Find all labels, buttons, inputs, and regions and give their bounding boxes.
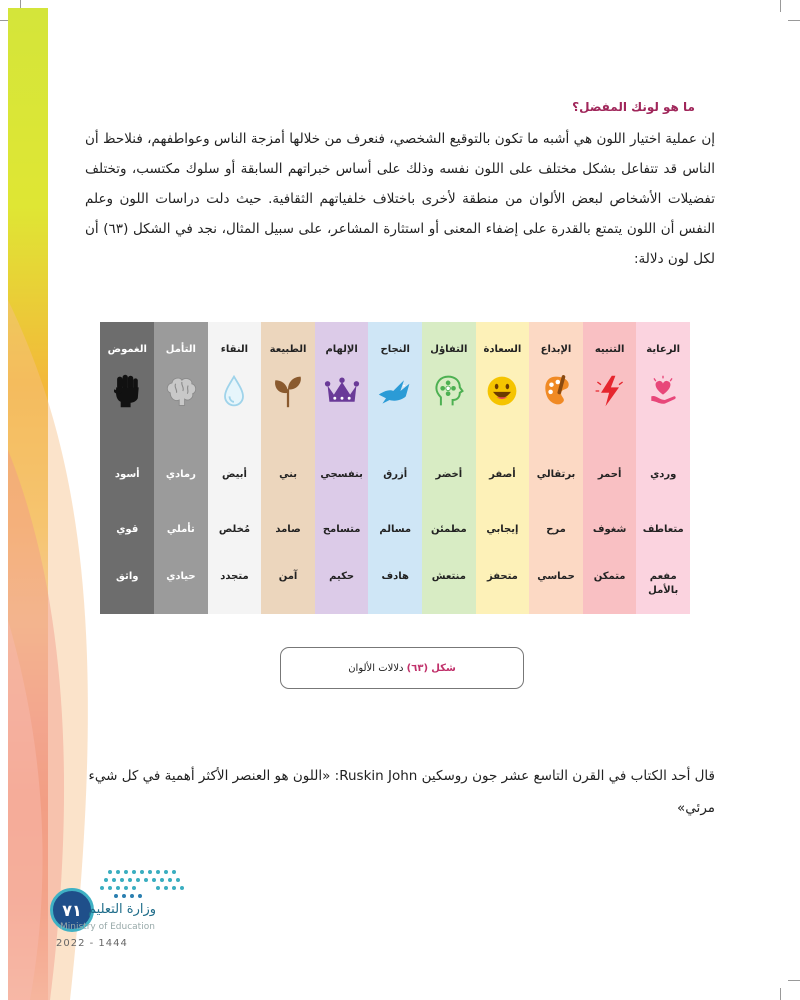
- color-name: بني: [279, 469, 298, 480]
- head-flower-icon: [429, 371, 469, 411]
- ministry-name-en: Ministry of Education: [60, 922, 155, 932]
- trait-word: قوي: [116, 524, 139, 535]
- trait-word: متعاطف: [642, 524, 684, 535]
- crop-mark: [788, 20, 800, 21]
- bird-icon: [375, 371, 415, 411]
- sprout-icon: [268, 371, 308, 411]
- trait-word: مفعم بالأمل: [648, 571, 679, 596]
- trait-word: منتعش: [431, 571, 466, 582]
- lightning-icon: [590, 371, 630, 411]
- caption-text: دلالات الألوان: [348, 662, 404, 674]
- column-title: التفاؤل: [430, 344, 468, 355]
- trait-word: آمن: [278, 571, 298, 582]
- caption-number: (٦٣): [406, 662, 429, 674]
- color-name: أبيض: [221, 469, 247, 480]
- color-column: [476, 322, 530, 614]
- smiley-icon: [482, 371, 522, 411]
- color-name: رمادي: [165, 469, 196, 480]
- trait-word: شغوف: [592, 524, 627, 535]
- color-column: [315, 322, 369, 614]
- trait-word: مسالم: [379, 524, 412, 535]
- heart-hand-icon: [643, 371, 683, 411]
- section-heading: ما هو لونك المفضل؟: [572, 100, 695, 114]
- color-column: [154, 322, 208, 614]
- crop-mark: [780, 0, 781, 12]
- trait-word: حكيم: [329, 571, 355, 582]
- column-title: الغموض: [107, 344, 147, 355]
- ministry-name: وزارة التعليم: [88, 902, 157, 917]
- color-column: [208, 322, 262, 614]
- trait-word: مرح: [546, 524, 566, 535]
- brain-icon: [161, 371, 201, 411]
- crop-mark: [788, 980, 800, 981]
- trait-word: متمكن: [593, 571, 626, 582]
- quote-paragraph: قال أحد الكتاب في القرن التاسع عشر جون روسكين Ruskin John: «اللون هو العنصر الأكثر أهمية في كل شيء مرئي»: [88, 768, 715, 816]
- color-name: أحمر: [597, 469, 622, 480]
- trait-word: متجدد: [220, 571, 249, 582]
- color-name: أسود: [114, 469, 140, 480]
- column-title: السعادة: [483, 344, 522, 355]
- column-title: الإبداع: [540, 344, 572, 355]
- color-meanings-table: [100, 322, 690, 614]
- trait-word: مُخلص: [218, 524, 251, 535]
- column-title: الرعاية: [646, 344, 681, 355]
- trait-word: هادف: [381, 571, 409, 582]
- crop-mark: [780, 988, 781, 1000]
- body-paragraph: إن عملية اختيار اللون هي أشبه ما تكون بالتوقيع الشخصي، فنعرف من خلالها أمزجة الناس وعواطفهم، فنلاحظ أن الناس قد تتفاعل بشكل مختلف على اللون نفسه وذلك على أساس خبراتهم السابقة أو سلوك مكتسب، وتختلف تفضيلات الأشخاص لبعض الألوان من منطقة لأخرى باختلاف خلفياتهم الثقافية. حيث دلت دراسات اللون وعلم النفس أن اللون يتمتع بالقدرة على إضفاء المعنى أو استثارة المشاعر، على سبيل المثال، نجد في الشكل (٦٣) أن لكل لون دلالة:: [85, 131, 715, 267]
- figure-caption: [280, 647, 524, 689]
- trait-word: مطمئن: [430, 524, 467, 535]
- color-column: [636, 322, 690, 614]
- color-name: وردي: [650, 469, 677, 480]
- color-column: [529, 322, 583, 614]
- color-column: [261, 322, 315, 614]
- column-title: التنبيه: [594, 344, 625, 355]
- trait-word: متسامح: [322, 524, 361, 535]
- column-title: النقاء: [220, 344, 249, 355]
- trait-word: حيادي: [166, 571, 196, 582]
- palette-icon: [536, 371, 576, 411]
- color-name: أخضر: [435, 469, 463, 480]
- trait-word: صامد: [275, 524, 301, 535]
- trait-word: واثق: [116, 571, 139, 582]
- color-name: أزرق: [383, 469, 408, 480]
- column-title: الإلهام: [325, 344, 358, 355]
- column-title: التأمل: [165, 344, 196, 355]
- color-column: [422, 322, 476, 614]
- color-name: بنفسجي: [320, 469, 363, 480]
- column-title: النجاح: [380, 344, 410, 355]
- column-title: الطبيعة: [269, 344, 307, 355]
- trait-word: تأملي: [166, 524, 195, 535]
- trait-word: إيجابي: [486, 524, 519, 535]
- year-label: 2022 - 1444: [56, 938, 128, 949]
- trait-word: حماسي: [537, 571, 575, 582]
- water-drop-icon: [214, 371, 254, 411]
- color-name: أصفر: [489, 469, 516, 480]
- caption-prefix: شكل: [431, 662, 456, 674]
- page-number-badge: ٧١: [50, 888, 94, 932]
- trait-word: متحفز: [486, 571, 518, 582]
- crown-icon: [322, 371, 362, 411]
- decorative-side-strip: [8, 8, 48, 1000]
- fist-icon: [107, 371, 147, 411]
- color-column: [583, 322, 637, 614]
- color-column: [368, 322, 422, 614]
- color-name: برتقالي: [536, 469, 576, 480]
- color-column: [100, 322, 154, 614]
